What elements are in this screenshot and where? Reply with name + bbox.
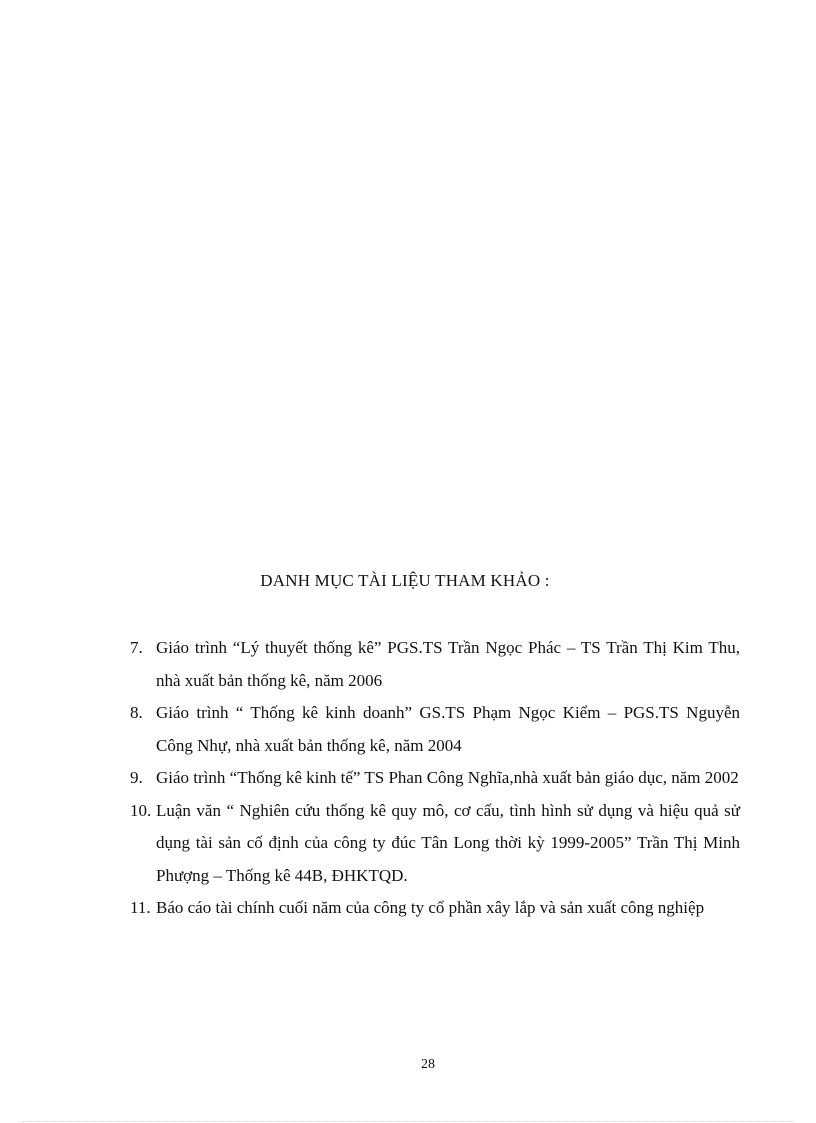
reference-number: 9. <box>130 768 143 787</box>
reference-item <box>130 697 740 762</box>
reference-item <box>130 762 740 795</box>
reference-number: 7. <box>130 638 143 657</box>
reference-number: 10. <box>130 800 152 820</box>
page-number: 28 <box>421 1057 435 1072</box>
reference-item <box>130 795 740 893</box>
reference-number: 11. <box>130 898 151 917</box>
reference-text: Giáo trình “Lý thuyết thống kê” PGS.TS Trần Ngọc Phác – TS Trần Thị Kim Thu, nhà xuất bản thống kê, năm 2006 <box>156 638 740 690</box>
reference-text: Giáo trình “ Thống kê kinh doanh” GS.TS Phạm Ngọc Kiểm – PGS.TS Nguyễn Công Nhự, nhà xuất bản thống kê, năm 2004 <box>156 703 740 755</box>
reference-text: Giáo trình “Thống kê kinh tế” TS Phan Công Nghĩa,nhà xuất bản giáo dục, năm 2002 <box>156 768 739 787</box>
reference-item <box>130 632 740 697</box>
page-bottom-divider <box>22 1121 794 1122</box>
reference-list <box>130 632 740 925</box>
reference-text: Báo cáo tài chính cuối năm của công ty cổ phần xây lắp và sản xuất công nghiệp <box>156 898 705 917</box>
reference-item <box>130 892 740 925</box>
reference-text: Luận văn “ Nghiên cứu thống kê quy mô, cơ cấu, tình hình sử dụng và hiệu quả sử dụng tài sản cố định của công ty đúc Tân Long thời kỳ 1999-2005” Trần Thị Minh Phượng – Thống kê 44B, ĐHKTQD. <box>156 800 740 885</box>
references-heading: DANH MỤC TÀI LIỆU THAM KHẢO : <box>260 571 550 590</box>
reference-number: 8. <box>130 703 143 722</box>
